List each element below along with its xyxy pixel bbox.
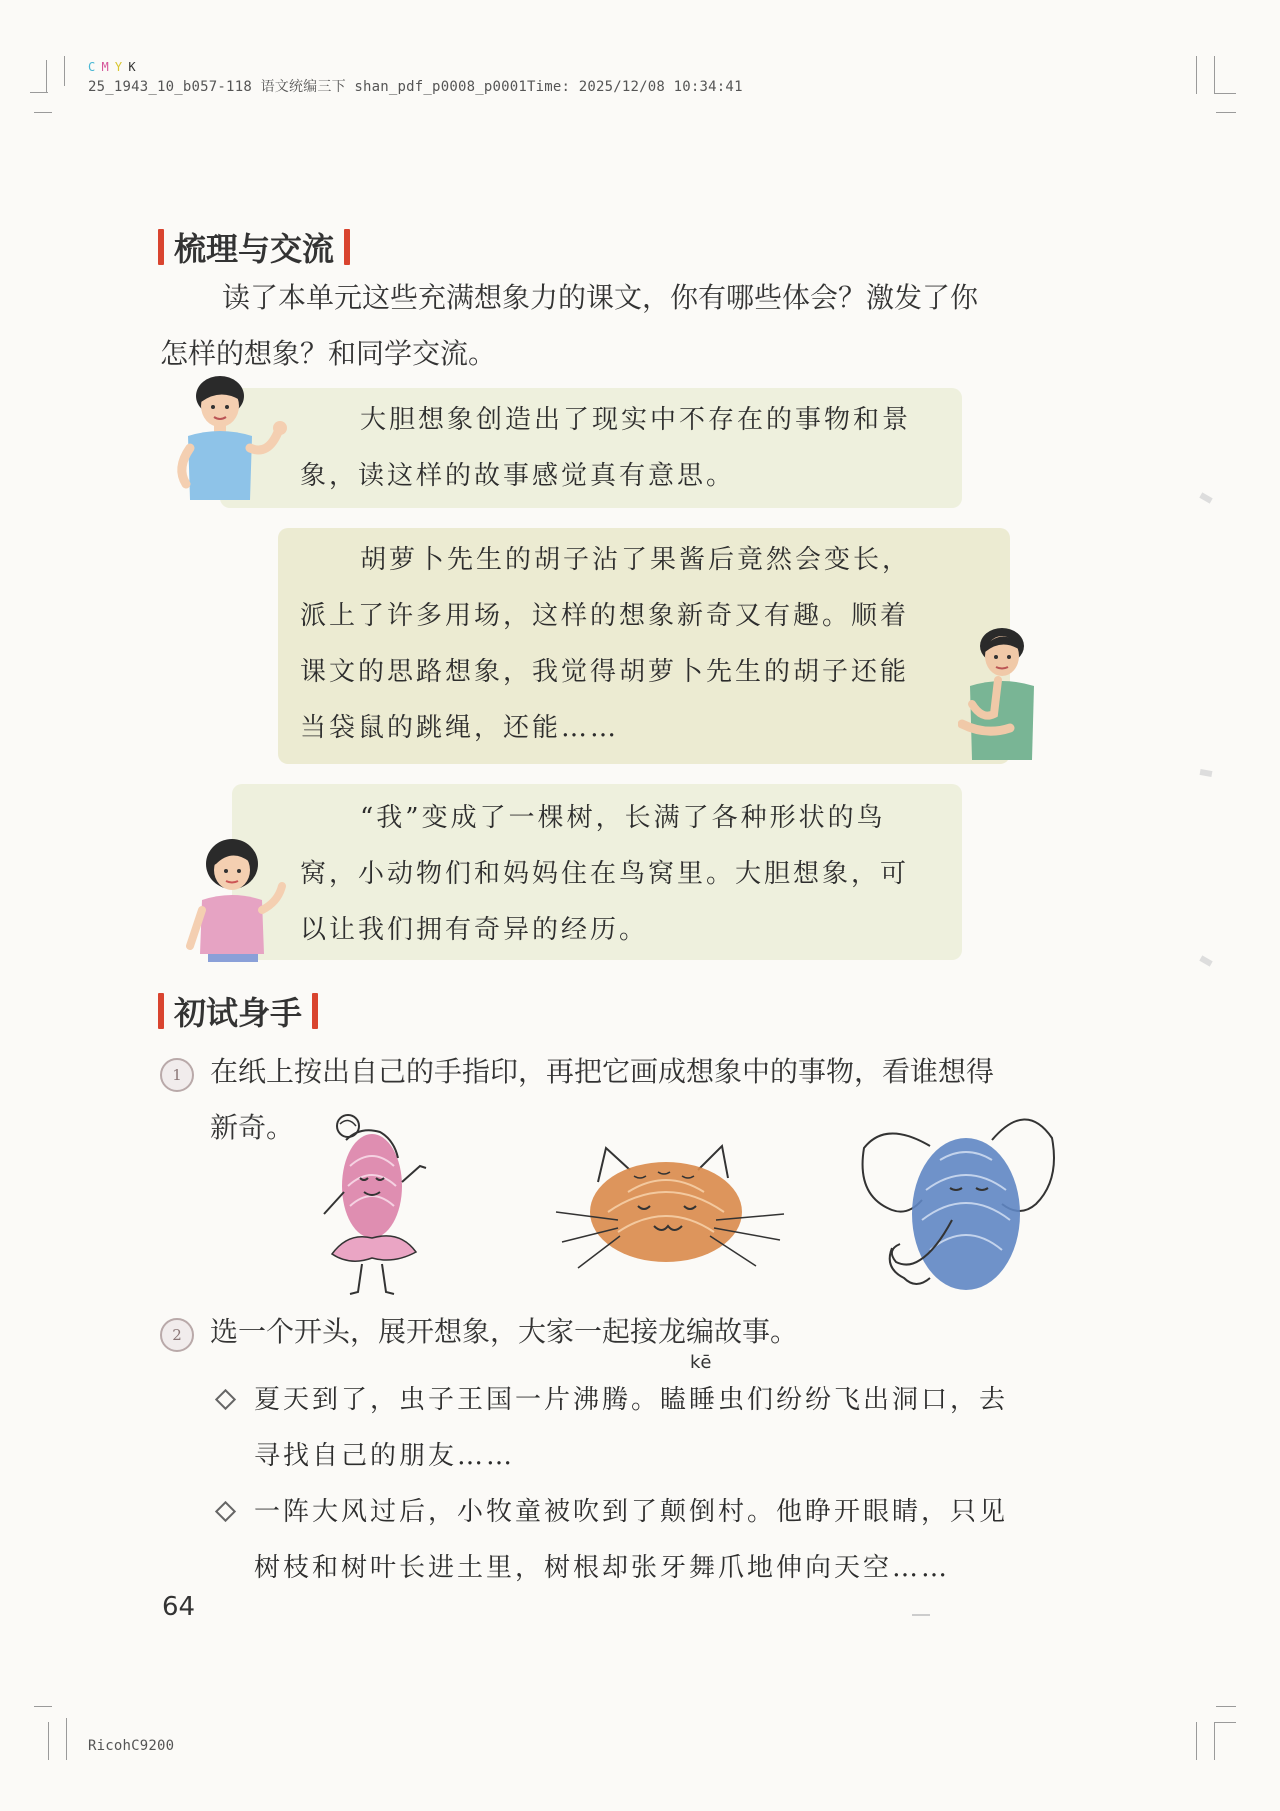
task-1-line2: 新奇。 <box>210 1111 295 1144</box>
bubble-1-line1: 大胆想象创造出了现实中不存在的事物和景 <box>360 405 912 435</box>
bubble-1-line2: 象，读这样的故事感觉真有意思。 <box>300 461 736 491</box>
crop-mark <box>34 112 52 113</box>
crop-mark <box>66 1718 67 1760</box>
number-one: 1 <box>172 1066 182 1084</box>
section-title-review <box>158 224 360 270</box>
title-bar-right <box>312 993 318 1029</box>
bubble-3-line1: “我”变成了一棵树，长满了各种形状的鸟 <box>360 803 886 833</box>
margin-mark <box>1199 492 1212 503</box>
crop-mark <box>1214 1722 1215 1760</box>
boy-avatar-icon <box>168 372 308 512</box>
bubble-2-line2: 派上了许多用场，这样的想象新奇又有趣。顺着 <box>300 601 910 631</box>
margin-mark <box>1199 955 1212 966</box>
cmyk-m: M <box>101 60 109 74</box>
margin-mark <box>1200 769 1213 777</box>
section-title-text: 初试身手 <box>174 994 303 1032</box>
story-2-line2: 树枝和树叶长进土里，树根却张牙舞爪地伸向天空…… <box>254 1553 951 1583</box>
crop-mark <box>1216 112 1236 113</box>
task-1-number-icon <box>160 1058 194 1092</box>
bubble-2-line1: 胡萝卜先生的胡子沾了果酱后竟然会变长， <box>360 545 912 575</box>
fingerprint-elephant-drawing <box>856 1100 1056 1300</box>
task-2-text: 选一个开头，展开想象，大家一起接龙编故事。 <box>210 1315 799 1348</box>
bubble-2-line4: 当袋鼠的跳绳，还能…… <box>300 713 620 743</box>
story-2-line1: 一阵大风过后，小牧童被吹到了颠倒村。他睁开眼睛，只见 <box>254 1497 1009 1527</box>
crop-mark <box>1214 1722 1236 1723</box>
pinyin-ke: kē <box>690 1352 712 1373</box>
girl-avatar-icon <box>186 836 296 966</box>
section-title-text: 梳理与交流 <box>174 230 335 268</box>
task-1-line1: 在纸上按出自己的手指印，再把它画成想象中的事物，看谁想得 <box>210 1055 995 1088</box>
crop-mark <box>30 92 48 93</box>
margin-speck <box>912 1614 930 1616</box>
cmyk-k: K <box>128 60 136 74</box>
fingerprint-girl-drawing <box>310 1106 460 1306</box>
thinking-boy-icon <box>958 624 1048 764</box>
diamond-bullet-icon <box>215 1501 236 1522</box>
crop-mark <box>1196 1722 1197 1760</box>
crop-mark <box>1216 1706 1236 1707</box>
number-two: 2 <box>172 1326 182 1344</box>
task-2-number-icon <box>160 1318 194 1352</box>
diamond-bullet-icon <box>215 1389 236 1410</box>
crop-mark <box>48 1722 49 1760</box>
crop-mark <box>1214 93 1236 94</box>
section-title-practice <box>158 988 328 1034</box>
bubble-2-line3: 课文的思路想象，我觉得胡萝卜先生的胡子还能 <box>300 657 910 687</box>
title-bar-left <box>158 993 164 1029</box>
title-bar-right <box>344 229 350 265</box>
crop-mark <box>64 56 65 86</box>
bubble-3-line2: 窝，小动物们和妈妈住在鸟窝里。大胆想象，可 <box>300 859 910 889</box>
printer-name: RicohC9200 <box>88 1738 175 1754</box>
bubble-3-line3: 以让我们拥有奇异的经历。 <box>300 915 649 945</box>
intro-text-line1: 读了本单元这些充满想象力的课文，你有哪些体会？激发了你 <box>222 281 979 314</box>
story-1-line2: 寻找自己的朋友…… <box>254 1441 516 1471</box>
intro-text-line2: 怎样的想象？和同学交流。 <box>160 337 497 370</box>
page-number: 64 <box>162 1592 196 1622</box>
file-info: 25_1943_10_b057-118 语文统编三下 shan_pdf_p0008_p0001Time: 2025/12/08 10:34:41 <box>88 79 743 95</box>
story-1-line1: 夏天到了，虫子王国一片沸腾。瞌睡虫们纷纷飞出洞口，去 <box>254 1385 1009 1415</box>
cmyk-y: Y <box>114 60 123 74</box>
cmyk-marks <box>88 60 142 74</box>
crop-mark <box>34 1706 52 1707</box>
crop-mark <box>1214 56 1215 94</box>
crop-mark <box>1196 56 1197 94</box>
fingerprint-cat-drawing <box>548 1132 788 1282</box>
crop-mark <box>46 60 47 92</box>
cmyk-c: C <box>88 60 96 74</box>
title-bar-left <box>158 229 164 265</box>
